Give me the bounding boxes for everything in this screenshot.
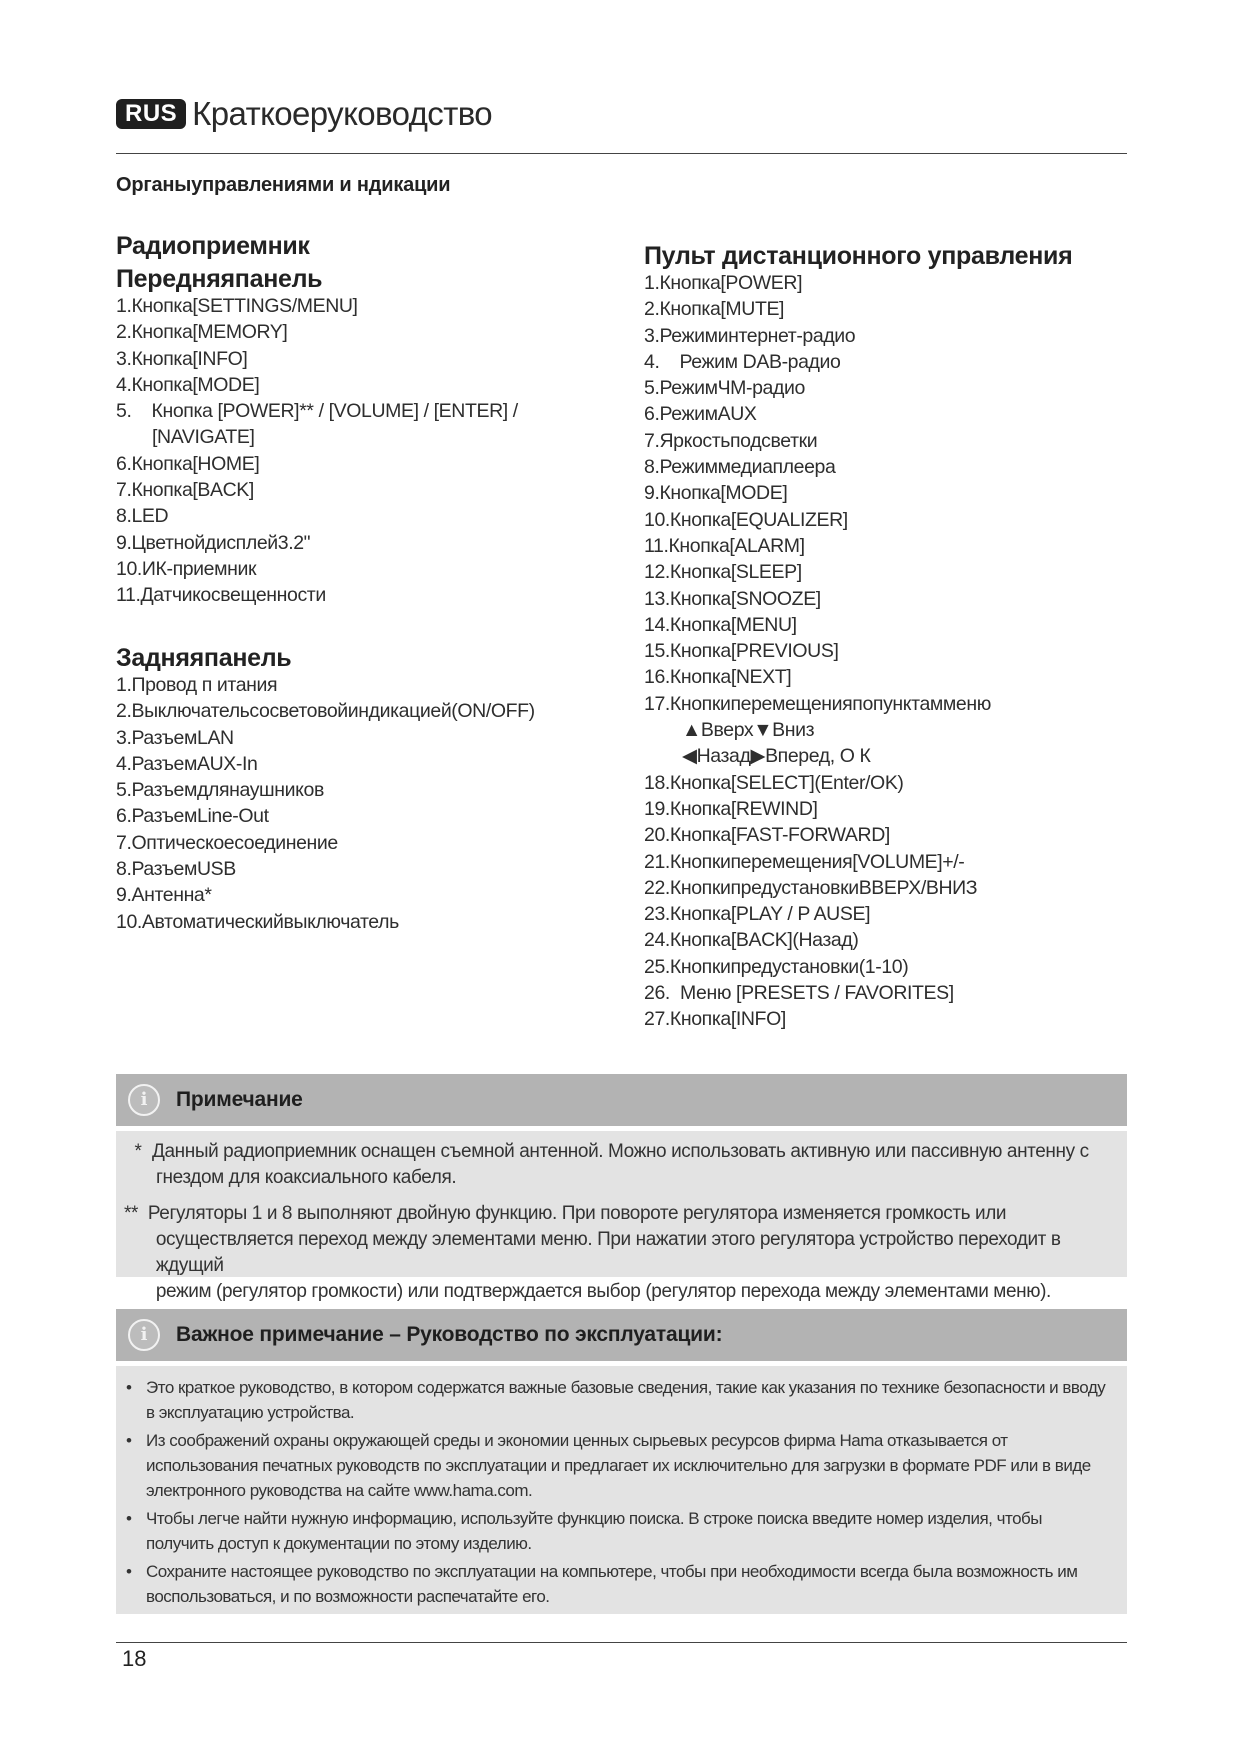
list-item: 11.Датчикосвещенности [116, 584, 326, 607]
list-item: 17.Кнопкиперемещенияпопунктамменю [644, 692, 991, 715]
list-item: 1.Кнопка[SETTINGS/MENU] [116, 295, 358, 317]
note-text: режим (регулятор громкости) или подтверждается выбор (регулятор перехода между элементами меню). [155, 1281, 1051, 1302]
bullet-text: электронного руководства на сайте www.hama.com. [146, 1481, 533, 1500]
list-item: ◀Назад▶Вперед, О К [682, 745, 871, 768]
list-item: 5.Разъемдлянаушников [116, 779, 324, 802]
note-text: Данный радиоприемник оснащен съемной антенной. Можно использовать активную или пассивную антенну с [152, 1141, 1089, 1162]
list-item: 1.Кнопка[POWER] [644, 272, 803, 294]
list-item: 7.Оптическоесоединение [116, 831, 338, 854]
list-item: 4.Кнопка[MODE] [116, 373, 260, 396]
list-item: 6.Кнопка[HOME] [116, 452, 260, 475]
bullet-text: получить доступ к документации по этому изделию. [146, 1534, 532, 1553]
note-text: осуществляется переход между элементами меню. При нажатии этого регулятора устройство переходит в ждущий [155, 1229, 1061, 1276]
note-marker: * [134, 1141, 142, 1162]
list-item: 18.Кнопка[SELECT](Enter/OK) [644, 771, 904, 794]
rear-panel-heading: Задняяпанель [116, 644, 292, 672]
language-badge: RUS [116, 99, 186, 129]
bullet-text: воспользоваться, и по возможности распечатайте его. [146, 1587, 550, 1606]
list-item: 26. Меню [PRESETS / FAVORITES] [644, 982, 954, 1005]
list-item: 10.Кнопка[EQUALIZER] [644, 508, 848, 531]
front-panel-heading: Передняяпанель [116, 265, 323, 293]
note-title: Примечание [176, 1088, 303, 1111]
bullet-text: Это краткое руководство, в котором содержатся важные базовые сведения, такие как указания по технике безопасности и вводу [146, 1378, 1106, 1397]
list-item: 9.Цветнойдисплей3.2" [116, 531, 311, 554]
remote-heading: Пульт дистанционного управления [644, 242, 1073, 270]
info-icon: i [128, 1319, 160, 1351]
bullet-item [126, 1375, 1127, 1425]
list-item: 11.Кнопка[ALARM] [644, 534, 805, 557]
list-item: 8.РазъемUSB [116, 858, 236, 881]
list-item: 23.Кнопка[PLAY / P AUSE] [644, 903, 871, 926]
bullet-text: Чтобы легче найти нужную информацию, используйте функцию поиска. В строке поиска введите номер изделия, чтобы [146, 1509, 1042, 1528]
bullet-marker: • [126, 1509, 132, 1528]
radio-heading: Радиоприемник [116, 232, 310, 260]
list-item: 4.РазъемAUX-In [116, 752, 258, 775]
list-item: ▲Вверх▼Вниз [682, 719, 815, 742]
list-item: 8.Режиммедиаплеера [644, 456, 836, 479]
list-item: 21.Кнопкиперемещения[VOLUME]+/- [644, 850, 965, 873]
list-item: 20.Кнопка[FAST-FORWARD] [644, 824, 890, 847]
list-item: 3.РазъемLAN [116, 726, 234, 749]
list-item: 14.Кнопка[MENU] [644, 613, 797, 636]
bullet-text: Из соображений охраны окружающей среды и экономии ценных сырьевых ресурсов фирма Hama отказывается от [146, 1431, 1008, 1450]
document-title: Краткоеруководство [192, 95, 493, 132]
note-body [116, 1131, 1127, 1302]
bullet-text: Сохраните настоящее руководство по эксплуатации на компьютере, чтобы при необходимости всегда была возможность им [146, 1562, 1078, 1581]
list-item: 7.Кнопка[BACK] [116, 479, 254, 502]
info-icon: i [128, 1084, 160, 1116]
list-item: 24.Кнопка[BACK](Назад) [644, 929, 859, 952]
list-item: [NAVIGATE] [152, 426, 255, 449]
list-item: 2.Кнопка[MEMORY] [116, 321, 288, 344]
bullet-marker: • [126, 1431, 132, 1450]
list-item: 2.Выключательсосветовойиндикацией(ON/OFF) [116, 700, 535, 723]
bullet-item [126, 1506, 1127, 1556]
list-item: 5.РежимЧМ-радио [644, 377, 805, 400]
page-number: 18 [122, 1646, 147, 1671]
bullet-text: в эксплуатацию устройства. [146, 1403, 355, 1422]
list-item: 12.Кнопка[SLEEP] [644, 561, 802, 584]
page-header [116, 92, 492, 136]
list-item: 22.КнопкипредустановкиВВЕРХ/ВНИЗ [644, 876, 978, 899]
list-item: 10.Автоматическийвыключатель [116, 910, 399, 933]
note-marker: ** [124, 1203, 138, 1224]
list-item: 5. Кнопка [POWER]** / [VOLUME] / [ENTER] / [116, 400, 518, 423]
list-item: 25.Кнопкипредустановки(1-10) [644, 955, 909, 978]
note-header [116, 1074, 1127, 1126]
list-item: 8.LED [116, 505, 169, 528]
note-item [124, 1201, 1127, 1305]
bullet-text: использования печатных руководств по эксплуатации и предлагает их исключительно для загрузки в формате PDF или в виде [146, 1456, 1091, 1475]
footer-divider [116, 1642, 1127, 1643]
list-item: 9.Антенна* [116, 884, 212, 907]
list-item: 6.РежимAUX [644, 403, 757, 426]
bullet-marker: • [126, 1378, 132, 1397]
rear-panel-list [116, 672, 535, 935]
front-panel-list [116, 293, 518, 609]
list-item: 15.Кнопка[PREVIOUS] [644, 640, 839, 663]
list-item: 13.Кнопка[SNOOZE] [644, 587, 821, 610]
note-item [124, 1139, 1127, 1191]
list-item: 7.Яркостьподсветки [644, 429, 818, 452]
bullet-item [126, 1428, 1127, 1503]
important-title: Важное примечание – Руководство по эксплуатации: [176, 1323, 723, 1346]
bullet-item [126, 1559, 1127, 1609]
important-header [116, 1309, 1127, 1361]
section-heading: Органыуправлениями и ндикации [116, 174, 451, 196]
list-item: 1.Провод п итания [116, 674, 278, 696]
list-item: 4. Режим DAB-радио [644, 350, 841, 373]
list-item: 9.Кнопка[MODE] [644, 482, 788, 505]
list-item: 16.Кнопка[NEXT] [644, 666, 792, 689]
remote-list [644, 270, 991, 1033]
header-divider [116, 153, 1127, 154]
list-item: 27.Кнопка[INFO] [644, 1008, 786, 1031]
note-text: гнездом для коаксиального кабеля. [156, 1167, 457, 1188]
list-item: 6.РазъемLine-Out [116, 805, 269, 828]
note-text: Регуляторы 1 и 8 выполняют двойную функцию. При повороте регулятора изменяется громкость или [147, 1203, 1007, 1224]
list-item: 3.Режиминтернет-радио [644, 324, 856, 347]
list-item: 10.ИК-приемник [116, 557, 257, 580]
bullet-marker: • [126, 1562, 132, 1581]
important-body [116, 1366, 1127, 1614]
list-item: 19.Кнопка[REWIND] [644, 797, 818, 820]
list-item: 3.Кнопка[INFO] [116, 347, 248, 370]
list-item: 2.Кнопка[MUTE] [644, 298, 785, 321]
